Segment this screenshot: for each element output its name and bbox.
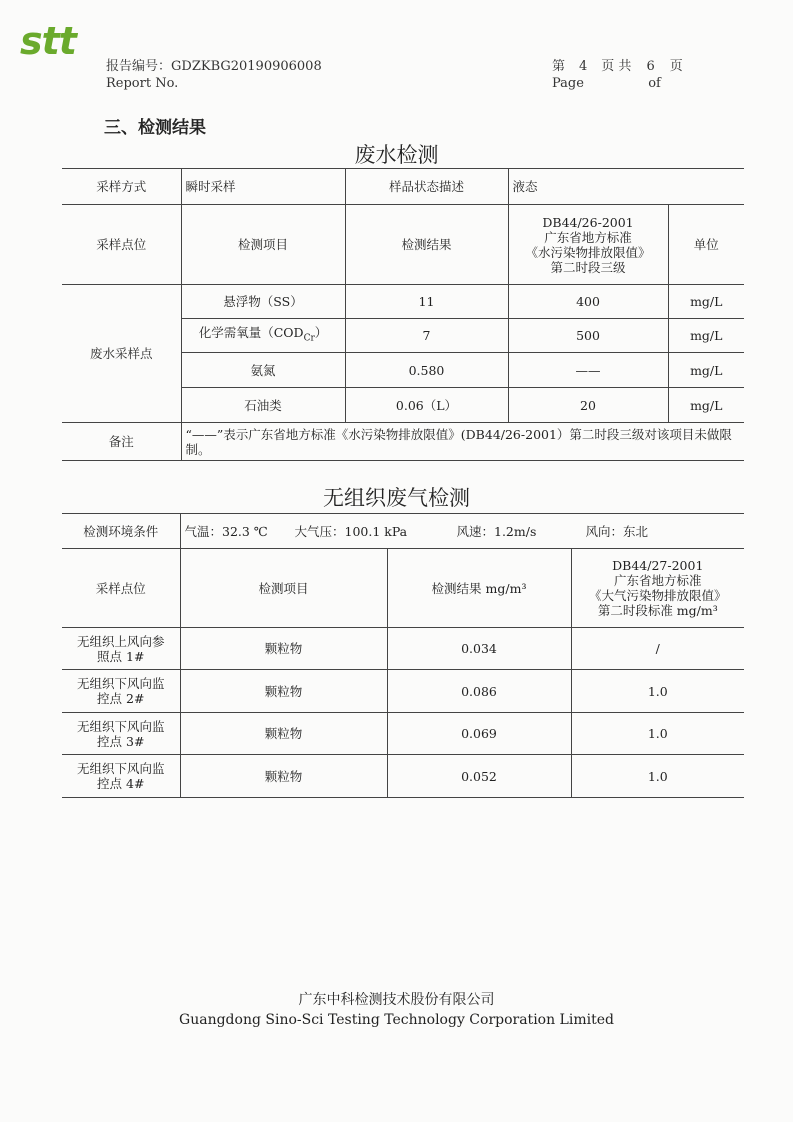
header-item: 检测项目	[181, 205, 345, 285]
report-no-value: GDZKBG20190906008	[171, 59, 322, 74]
result-cell: 0.052	[387, 755, 571, 798]
item-cell: 颗粒物	[180, 628, 387, 670]
standard-line-3: 《水污染物排放限值》	[525, 244, 651, 260]
remark-row	[62, 423, 744, 461]
point-cell	[62, 755, 180, 798]
item-text: 化学需氧量（COD	[198, 324, 304, 340]
footer	[0, 990, 793, 1030]
point-cell	[62, 628, 180, 670]
item-cell: 氨氮	[181, 353, 345, 388]
unit-cell: mg/L	[668, 353, 744, 388]
result-cell: 0.06（L）	[345, 388, 508, 423]
table-row	[62, 628, 744, 670]
page-indicator	[552, 58, 732, 92]
point-line-2: 照点 1#	[97, 648, 145, 664]
result-cell: 0.034	[387, 628, 571, 670]
point-line-1: 无组织下风向监	[76, 718, 165, 734]
page-total: 6	[646, 59, 655, 74]
point-line-1: 无组织下风向监	[76, 676, 165, 691]
result-cell: 0.086	[387, 670, 571, 713]
limit-cell: 1.0	[571, 670, 744, 713]
unit-cell: mg/L	[668, 319, 744, 353]
table-header-row	[62, 205, 744, 285]
limit-cell: 20	[508, 388, 668, 423]
report-number	[106, 58, 322, 92]
item-cell: 悬浮物（SS）	[181, 285, 345, 319]
limit-cell: /	[571, 628, 744, 670]
table-row	[62, 169, 744, 205]
item-text-end: ）	[314, 324, 328, 340]
table-row	[62, 713, 744, 755]
point-line-2: 控点 4#	[97, 776, 145, 791]
page-label-2: 页 共	[601, 59, 632, 74]
method-value: 瞬时采样	[181, 169, 345, 205]
header-item: 检测项目	[180, 549, 387, 628]
header-unit: 单位	[668, 205, 744, 285]
item-subscript: Cr	[303, 333, 315, 344]
header-point: 采样点位	[62, 549, 180, 628]
item-cell: 颗粒物	[180, 755, 387, 798]
report-no-label-cn: 报告编号：	[106, 59, 172, 74]
remark-text: “——”表示广东省地方标准《水污染物排放限值》(DB44/26-2001）第二时段三级对该项目未做限制。	[181, 423, 744, 461]
limit-cell: 1.0	[571, 713, 744, 755]
temperature: 气温：32.3 ℃	[184, 523, 268, 539]
unit-cell: mg/L	[668, 388, 744, 423]
company-name-cn: 广东中科检测技术股份有限公司	[298, 992, 495, 1008]
header-standard	[571, 549, 744, 628]
table-header-row	[62, 549, 744, 628]
item-cell: 颗粒物	[180, 713, 387, 755]
wind-direction: 风向：东北	[585, 523, 649, 539]
limit-cell: ——	[508, 353, 668, 388]
point-cell	[62, 713, 180, 755]
wind-speed: 风速：1.2m/s	[456, 523, 537, 539]
result-cell: 0.580	[345, 353, 508, 388]
company-name-en: Guangdong Sino-Sci Testing Technology Corporation Limited	[179, 1012, 614, 1028]
header-standard	[508, 205, 668, 285]
page-label-3: 页	[669, 59, 683, 74]
air-title: 无组织废气检测	[323, 486, 470, 510]
result-cell: 7	[345, 319, 508, 353]
standard-line-4: 第二时段标准 mg/m³	[597, 603, 718, 618]
point-name: 废水采样点	[62, 285, 181, 423]
wastewater-title: 废水检测	[354, 143, 439, 167]
item-cell: 石油类	[181, 388, 345, 423]
section-title: 三、检测结果	[104, 118, 206, 138]
page-label-1: 第	[552, 59, 566, 74]
env-label: 检测环境条件	[62, 514, 180, 549]
point-line-1: 无组织上风向参	[76, 633, 165, 649]
standard-line-3: 《大气污染物排放限值》	[589, 588, 727, 603]
limit-cell: 500	[508, 319, 668, 353]
point-line-2: 控点 3#	[97, 733, 145, 749]
result-cell: 11	[345, 285, 508, 319]
item-cell: 颗粒物	[180, 670, 387, 713]
table-row	[62, 285, 744, 319]
company-logo: stt	[20, 19, 76, 63]
state-label: 样品状态描述	[345, 169, 508, 205]
header-result: 检测结果	[345, 205, 508, 285]
header-result: 检测结果 mg/m³	[387, 549, 571, 628]
standard-code: DB44/26-2001	[542, 214, 634, 230]
page-current: 4	[579, 59, 588, 74]
standard-line-2: 广东省地方标准	[544, 229, 632, 245]
pressure: 大气压：100.1 kPa	[294, 523, 408, 539]
report-no-label-en: Report No.	[106, 76, 179, 91]
unit-cell: mg/L	[668, 285, 744, 319]
env-row	[62, 514, 744, 549]
standard-code: DB44/27-2001	[612, 558, 704, 573]
method-label: 采样方式	[62, 169, 181, 205]
point-cell	[62, 670, 180, 713]
standard-line-2: 广东省地方标准	[614, 573, 702, 588]
env-values	[180, 514, 744, 549]
remark-label: 备注	[62, 423, 181, 461]
point-line-1: 无组织下风向监	[76, 761, 165, 776]
result-cell: 0.069	[387, 713, 571, 755]
limit-cell: 400	[508, 285, 668, 319]
wastewater-table	[62, 168, 744, 461]
table-row	[62, 755, 744, 798]
standard-line-4: 第二时段三级	[550, 259, 626, 275]
item-cell	[181, 319, 345, 353]
limit-cell: 1.0	[571, 755, 744, 798]
of-label-en: of	[648, 76, 661, 91]
page-label-en: Page	[552, 76, 584, 91]
header-point: 采样点位	[62, 205, 181, 285]
point-line-2: 控点 2#	[97, 691, 145, 706]
air-table	[62, 513, 744, 798]
state-value: 液态	[508, 169, 744, 205]
table-row	[62, 670, 744, 713]
